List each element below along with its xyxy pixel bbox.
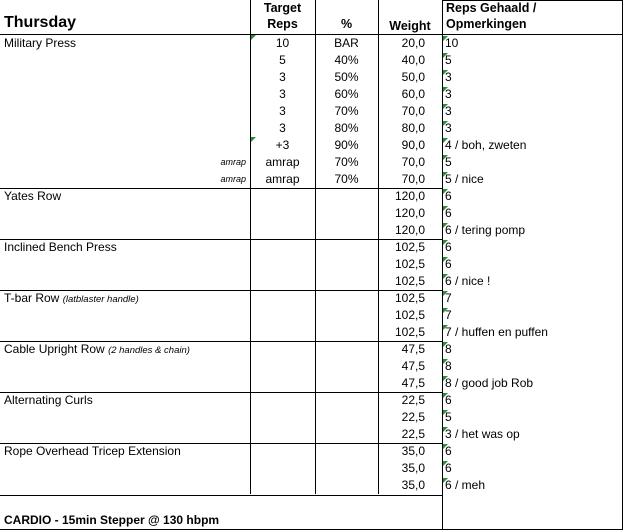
target-reps-cell xyxy=(250,324,315,341)
weight-cell: 70,0 xyxy=(401,104,425,118)
comment-marker-icon xyxy=(443,240,448,245)
percent-cell: 80% xyxy=(334,121,359,135)
weight-cell: 102,5 xyxy=(394,240,425,254)
weight-cell: 47,5 xyxy=(401,342,425,356)
exercise-name xyxy=(0,341,250,358)
percent-cell xyxy=(315,358,378,375)
target-reps-cell: 10 xyxy=(275,36,290,50)
weight-cell: 102,5 xyxy=(394,291,425,305)
exercise-name: Rope Overhead Tricep Extension xyxy=(4,444,181,458)
grid-line xyxy=(442,0,623,1)
result-cell: 7 xyxy=(445,291,452,305)
target-reps-cell: amrap xyxy=(265,172,300,186)
grid-line xyxy=(0,443,442,444)
weight-cell: 70,0 xyxy=(401,155,425,169)
comment-marker-icon xyxy=(443,155,448,160)
target-reps-cell: +3 xyxy=(275,138,290,152)
grid-line xyxy=(315,0,316,494)
percent-cell xyxy=(315,273,378,290)
comment-marker-icon xyxy=(443,53,448,58)
comment-marker-icon xyxy=(443,172,448,177)
grid-line xyxy=(442,0,443,530)
result-cell: 6 xyxy=(445,444,452,458)
comment-marker-icon xyxy=(443,342,448,347)
header-target-label: Target xyxy=(263,1,302,15)
comment-marker-icon xyxy=(443,70,448,75)
comment-marker-icon xyxy=(443,444,448,449)
weight-cell: 90,0 xyxy=(401,138,425,152)
weight-cell: 70,0 xyxy=(401,172,425,186)
grid-line xyxy=(0,188,442,189)
comment-marker-icon xyxy=(443,257,448,262)
target-reps-cell: 3 xyxy=(279,121,286,135)
percent-cell xyxy=(315,188,378,205)
percent-cell xyxy=(315,256,378,273)
percent-cell xyxy=(315,222,378,239)
percent-cell: 70% xyxy=(334,104,359,118)
comment-marker-icon xyxy=(443,376,448,381)
result-cell: 5 / nice xyxy=(445,172,484,186)
percent-cell: 50% xyxy=(334,70,359,84)
target-reps-cell xyxy=(250,307,315,324)
target-reps-cell xyxy=(250,239,315,256)
exercise-name: Inclined Bench Press xyxy=(4,240,117,254)
weight-cell: 22,5 xyxy=(401,410,425,424)
exercise-name-text: T-bar Row xyxy=(4,291,60,305)
grid-line xyxy=(0,495,442,496)
comment-marker-icon xyxy=(443,206,448,211)
header-notes-line1: Reps Gehaald / xyxy=(446,1,537,15)
weight-cell: 102,5 xyxy=(394,308,425,322)
result-cell: 6 xyxy=(445,393,452,407)
comment-marker-icon xyxy=(443,325,448,330)
amrap-side-note: amrap xyxy=(220,157,246,167)
result-cell: 6 xyxy=(445,257,452,271)
comment-marker-icon xyxy=(443,223,448,228)
comment-marker-icon xyxy=(443,359,448,364)
target-reps-cell: 3 xyxy=(279,104,286,118)
target-reps-cell xyxy=(250,205,315,222)
percent-cell xyxy=(315,426,378,443)
header-notes-line2: Opmerkingen xyxy=(446,17,527,31)
weight-cell: 35,0 xyxy=(401,461,425,475)
exercise-subnote: (latblaster handle) xyxy=(62,294,139,305)
target-reps-cell: amrap xyxy=(265,155,300,169)
percent-cell xyxy=(315,324,378,341)
percent-cell xyxy=(315,375,378,392)
comment-marker-icon xyxy=(443,121,448,126)
target-reps-cell xyxy=(250,426,315,443)
target-reps-cell xyxy=(250,222,315,239)
comment-marker-icon xyxy=(443,291,448,296)
target-reps-cell xyxy=(250,477,315,494)
grid-line xyxy=(0,392,442,393)
header-weight: Weight xyxy=(389,19,431,33)
percent-cell: 90% xyxy=(334,138,359,152)
comment-marker-icon xyxy=(443,36,448,41)
result-cell: 6 xyxy=(445,461,452,475)
result-cell: 6 xyxy=(445,240,452,254)
result-cell: 5 xyxy=(445,53,452,67)
comment-marker-icon xyxy=(443,104,448,109)
result-cell: 5 xyxy=(445,155,452,169)
comment-marker-icon xyxy=(443,461,448,466)
weight-cell: 35,0 xyxy=(401,478,425,492)
grid-line xyxy=(250,0,251,494)
weight-cell: 35,0 xyxy=(401,444,425,458)
comment-marker-icon xyxy=(443,478,448,483)
target-reps-cell xyxy=(250,443,315,460)
weight-cell: 120,0 xyxy=(394,223,425,237)
comment-marker-icon xyxy=(443,427,448,432)
comment-marker-icon xyxy=(443,87,448,92)
result-cell: 6 / nice ! xyxy=(445,274,491,288)
target-reps-cell: 5 xyxy=(279,53,286,67)
result-cell: 7 / huffen en puffen xyxy=(445,325,548,339)
result-cell: 3 xyxy=(445,104,452,118)
result-cell: 6 / tering pomp xyxy=(445,223,526,237)
percent-cell: 60% xyxy=(334,87,359,101)
grid-line xyxy=(378,0,379,494)
weight-cell: 40,0 xyxy=(401,53,425,67)
exercise-name xyxy=(0,290,250,307)
percent-cell xyxy=(315,443,378,460)
result-cell: 8 xyxy=(445,342,452,356)
result-cell: 3 xyxy=(445,87,452,101)
amrap-side-note: amrap xyxy=(220,174,246,184)
grid-line xyxy=(0,341,442,342)
weight-cell: 47,5 xyxy=(401,376,425,390)
target-reps-cell xyxy=(250,188,315,205)
target-reps-cell xyxy=(250,409,315,426)
result-cell: 3 xyxy=(445,121,452,135)
weight-cell: 80,0 xyxy=(401,121,425,135)
result-cell: 4 / boh, zweten xyxy=(445,138,527,152)
percent-cell: 40% xyxy=(334,53,359,67)
target-reps-cell xyxy=(250,341,315,358)
weight-cell: 50,0 xyxy=(401,70,425,84)
percent-cell xyxy=(315,460,378,477)
percent-cell xyxy=(315,290,378,307)
target-reps-cell: 3 xyxy=(279,70,286,84)
target-reps-cell xyxy=(250,273,315,290)
exercise-name: Alternating Curls xyxy=(4,393,93,407)
percent-cell: 70% xyxy=(334,172,359,186)
target-reps-cell xyxy=(250,460,315,477)
comment-marker-icon xyxy=(443,138,448,143)
result-cell: 7 xyxy=(445,308,452,322)
percent-cell: BAR xyxy=(334,36,359,50)
comment-marker-icon xyxy=(251,137,256,142)
comment-marker-icon xyxy=(443,410,448,415)
result-cell: 6 xyxy=(445,206,452,220)
result-cell: 3 xyxy=(445,70,452,84)
cardio-footer: CARDIO - 15min Stepper @ 130 hbpm xyxy=(4,513,220,527)
target-reps-cell xyxy=(250,290,315,307)
result-cell: 10 xyxy=(445,36,459,50)
target-reps-cell xyxy=(250,375,315,392)
weight-cell: 22,5 xyxy=(401,427,425,441)
comment-marker-icon xyxy=(443,274,448,279)
result-cell: 5 xyxy=(445,410,452,424)
header-percent: % xyxy=(340,17,353,31)
exercise-subnote: (2 handles & chain) xyxy=(108,345,190,356)
grid-line xyxy=(0,290,442,291)
weight-cell: 47,5 xyxy=(401,359,425,373)
percent-cell xyxy=(315,409,378,426)
weight-cell: 102,5 xyxy=(394,257,425,271)
weight-cell: 102,5 xyxy=(394,325,425,339)
comment-marker-icon xyxy=(251,35,256,40)
grid-line xyxy=(0,239,442,240)
weight-cell: 20,0 xyxy=(401,36,425,50)
header-reps-label: Reps xyxy=(267,17,298,31)
percent-cell xyxy=(315,477,378,494)
percent-cell xyxy=(315,239,378,256)
percent-cell xyxy=(315,307,378,324)
weight-cell: 120,0 xyxy=(394,189,425,203)
weight-cell: 60,0 xyxy=(401,87,425,101)
weight-cell: 102,5 xyxy=(394,274,425,288)
exercise-name-text: Cable Upright Row xyxy=(4,342,105,356)
target-reps-cell xyxy=(250,256,315,273)
sheet-title: Thursday xyxy=(4,14,77,31)
weight-cell: 22,5 xyxy=(401,393,425,407)
result-cell: 8 / good job Rob xyxy=(445,376,534,390)
exercise-name: Military Press xyxy=(4,36,77,50)
percent-cell: 70% xyxy=(334,155,359,169)
target-reps-cell xyxy=(250,392,315,409)
comment-marker-icon xyxy=(443,393,448,398)
target-reps-cell xyxy=(250,358,315,375)
percent-cell xyxy=(315,205,378,222)
target-reps-cell: 3 xyxy=(279,87,286,101)
weight-cell: 120,0 xyxy=(394,206,425,220)
exercise-name: Yates Row xyxy=(4,189,62,203)
grid-line xyxy=(0,34,623,35)
percent-cell xyxy=(315,341,378,358)
comment-marker-icon xyxy=(443,308,448,313)
result-cell: 3 / het was op xyxy=(445,427,520,441)
comment-marker-icon xyxy=(443,189,448,194)
percent-cell xyxy=(315,392,378,409)
result-cell: 6 xyxy=(445,189,452,203)
result-cell: 8 xyxy=(445,359,452,373)
result-cell: 6 / meh xyxy=(445,478,486,492)
